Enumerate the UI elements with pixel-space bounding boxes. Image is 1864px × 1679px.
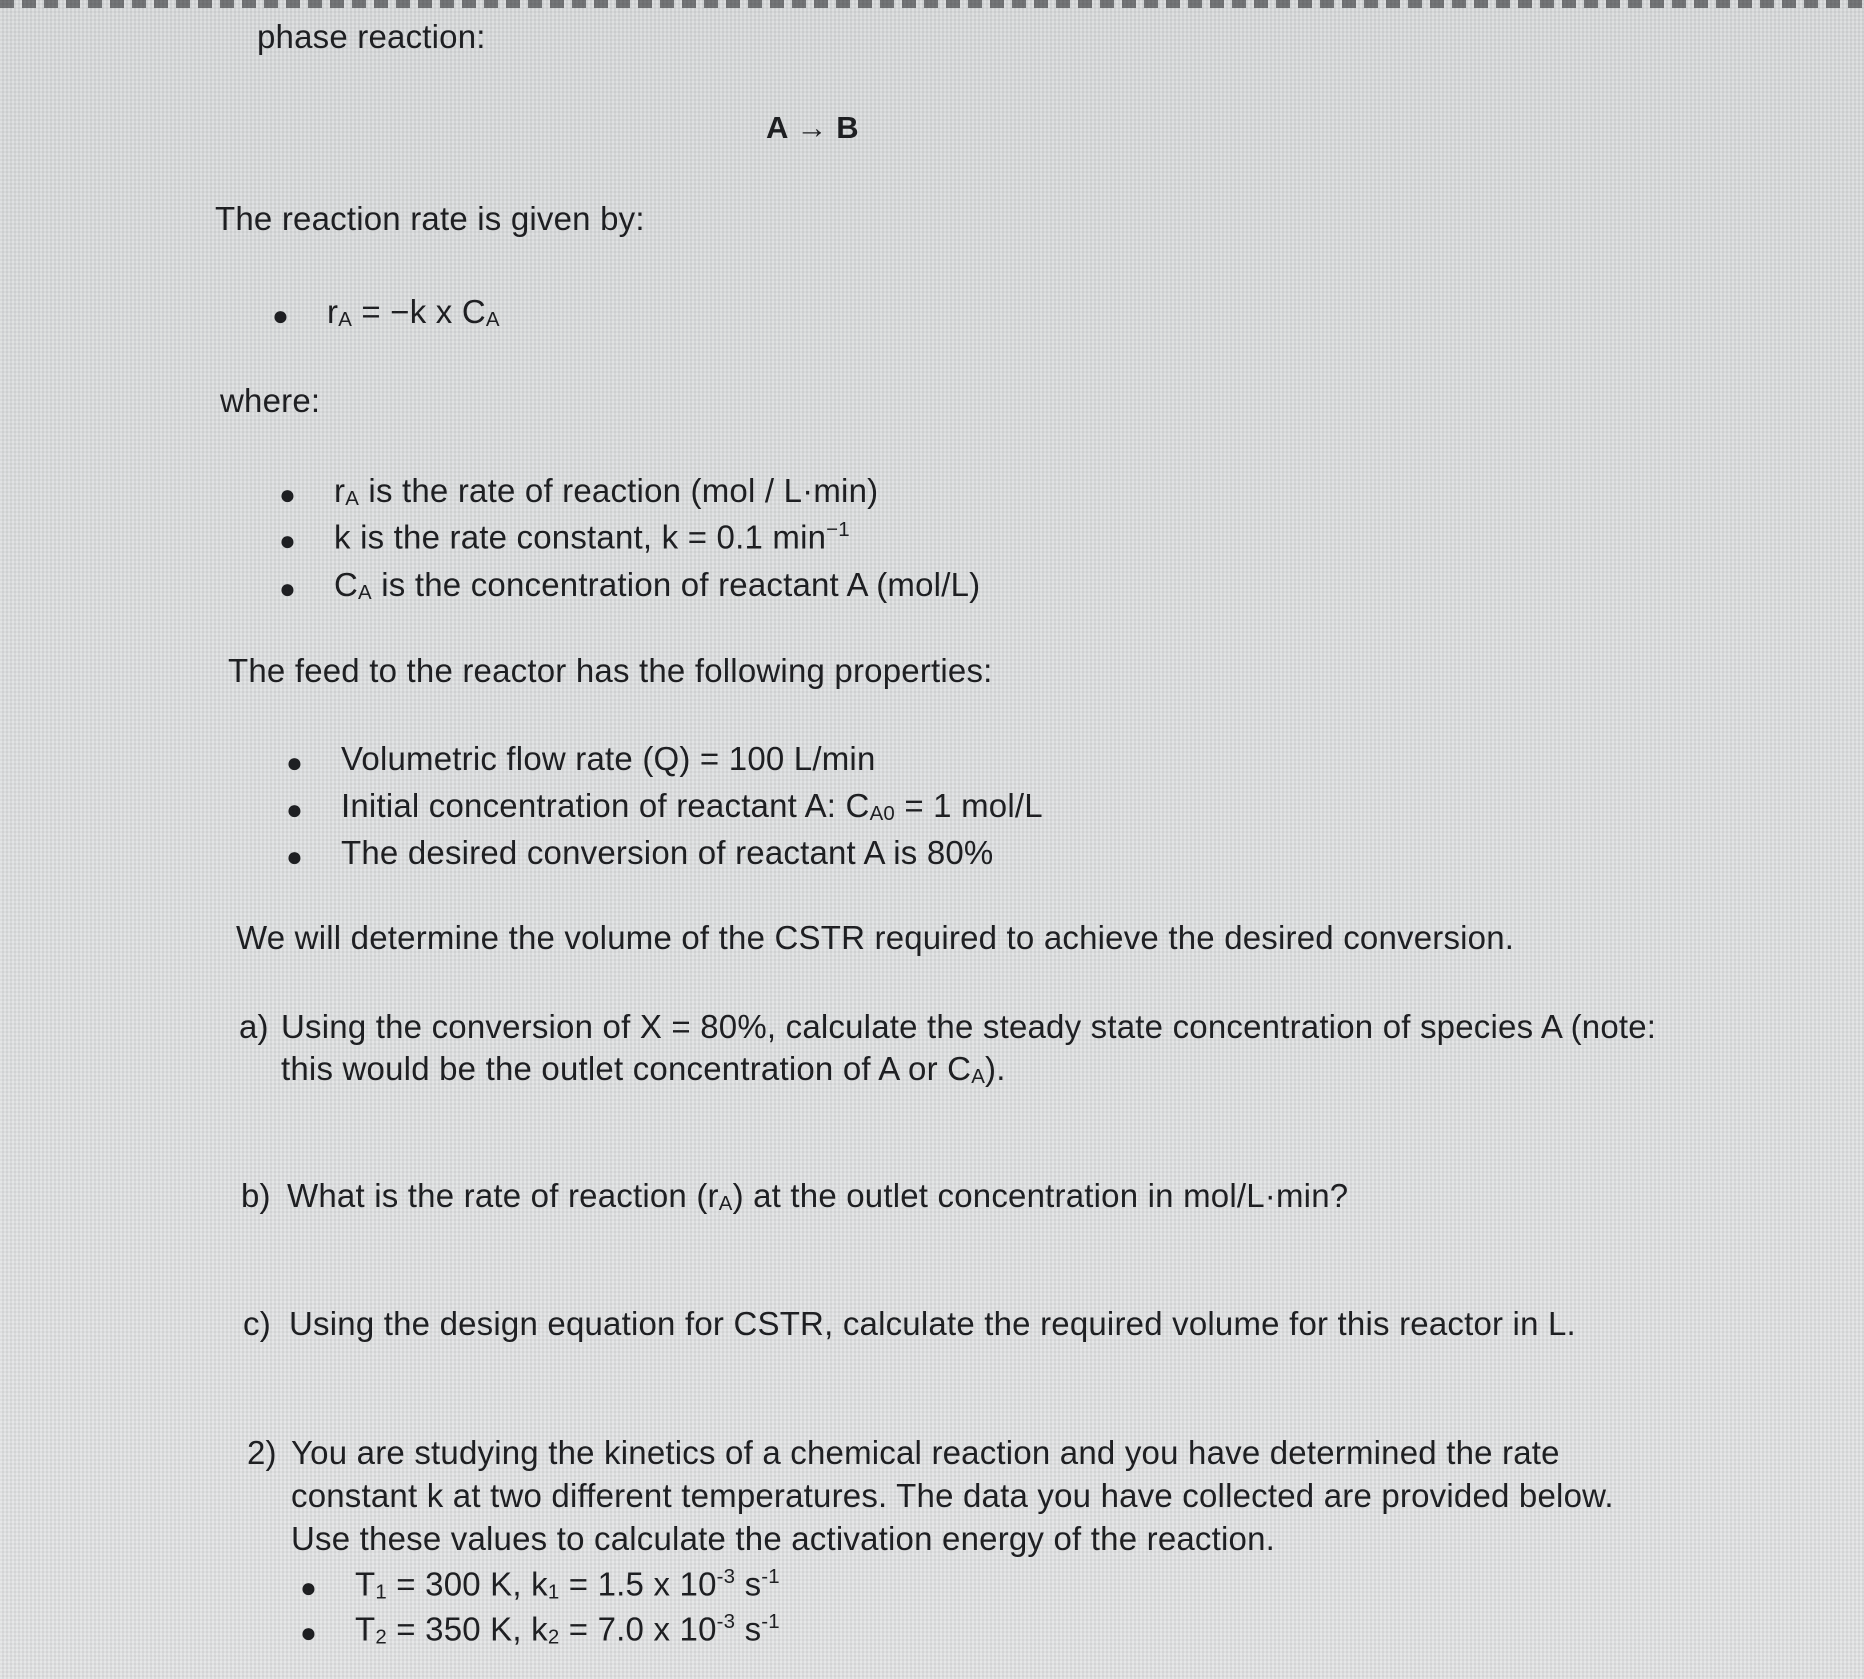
where-heading: where: [220,382,321,419]
problem-2-label: 2) [247,1434,277,1471]
bullet-icon: ● [286,747,303,778]
statement: We will determine the volume of the CSTR required to achieve the desired conversion. [236,919,1515,956]
bullet-icon: ● [272,300,289,331]
question-b-text: What is the rate of reaction (rA) at the outlet concentration in mol/L·min? [287,1177,1349,1216]
bullet-icon: ● [279,479,296,510]
problem-2-line-3: Use these values to calculate the activation energy of the reaction. [291,1520,1276,1557]
rate-formula: rA = −k x CA [327,293,500,332]
cut-off-top-line [0,0,1864,8]
reaction-equation: A → B [766,110,859,145]
bullet-icon: ● [279,573,296,604]
question-a-line-1: Using the conversion of X = 80%, calculate the steady state concentration of species A (note: [281,1008,1657,1045]
question-a-line-2: this would be the outlet concentration of A or CA). [281,1050,1006,1089]
problem-2-line-1: You are studying the kinetics of a chemical reaction and you have determined the rate [291,1434,1560,1471]
where-item-rate: rA is the rate of reaction (mol / L·min) [334,472,879,511]
rate-heading: The reaction rate is given by: [215,200,645,237]
bullet-icon: ● [286,841,303,872]
feed-item-initial-concentration: Initial concentration of reactant A: CA0 = 1 mol/L [341,787,1043,826]
feed-item-flow: Volumetric flow rate (Q) = 100 L/min [341,740,876,777]
bullet-icon: ● [279,525,296,556]
problem-2-line-2: constant k at two different temperatures. The data you have collected are provided below. [291,1477,1614,1514]
question-c-label: c) [243,1305,271,1342]
feed-item-conversion: The desired conversion of reactant A is 80% [341,834,994,871]
bullet-icon: ● [286,794,303,825]
feed-heading: The feed to the reactor has the following properties: [228,652,993,689]
bullet-icon: ● [300,1617,317,1648]
question-c-text: Using the design equation for CSTR, calculate the required volume for this reactor in L. [289,1305,1576,1342]
data-point-1: T1 = 300 K, k1 = 1.5 x $10^{-3}$ $s^{-1}$ [355,1565,780,1604]
question-a-label: a) [239,1008,269,1045]
data-point-2: T2 = 350 K, k2 = 7.0 x $10^{-3}$ $s^{-1}$ [355,1610,780,1649]
bullet-icon: ● [300,1572,317,1603]
question-b-label: b) [241,1177,271,1214]
where-item-concentration: CA is the concentration of reactant A (mol/L) [334,566,981,605]
where-item-k: k is the rate constant, k = 0.1 $\min^{-1}$ [334,518,850,556]
intro-text: phase reaction: [257,18,486,55]
